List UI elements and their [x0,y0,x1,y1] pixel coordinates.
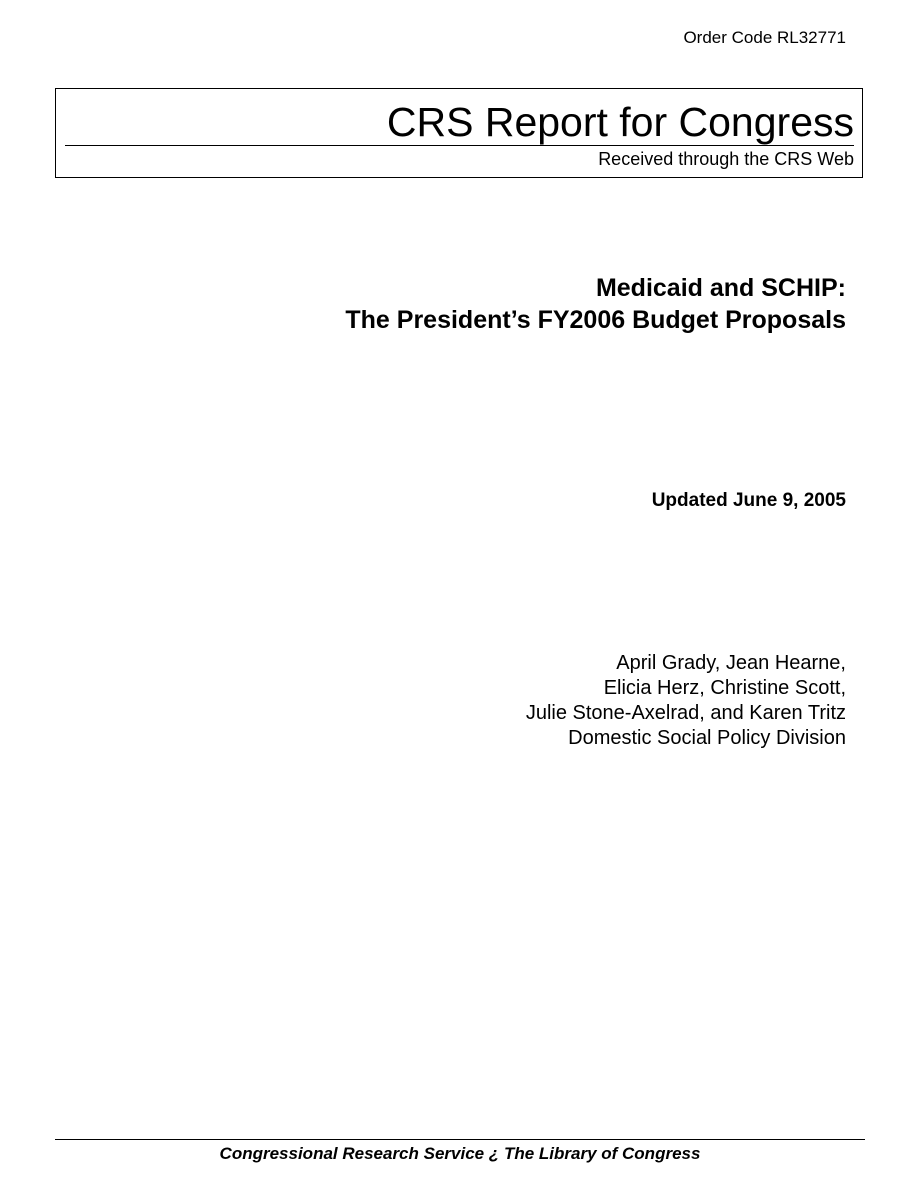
header-divider [65,145,854,146]
order-code: Order Code RL32771 [683,28,846,47]
division-line: Domestic Social Policy Division [568,727,846,749]
updated-date: Updated June 9, 2005 [651,490,846,511]
footer-text: Congressional Research Service ¿ The Library of Congress [219,1144,701,1163]
report-title-line-2: The President’s FY2006 Budget Proposals [345,306,846,334]
header-subtitle: Received through the CRS Web [598,149,854,169]
authors-line-1: April Grady, Jean Hearne, [616,652,846,674]
report-header-box [55,88,863,178]
footer-divider [55,1139,865,1140]
report-title [345,272,846,336]
header-title: CRS Report for Congress [386,99,854,145]
report-title-line-1: Medicaid and SCHIP: [595,274,846,302]
authors-block [526,651,846,751]
authors-line-3: Julie Stone-Axelrad, and Karen Tritz [525,702,846,724]
authors-line-2: Elicia Herz, Christine Scott, [603,677,846,699]
